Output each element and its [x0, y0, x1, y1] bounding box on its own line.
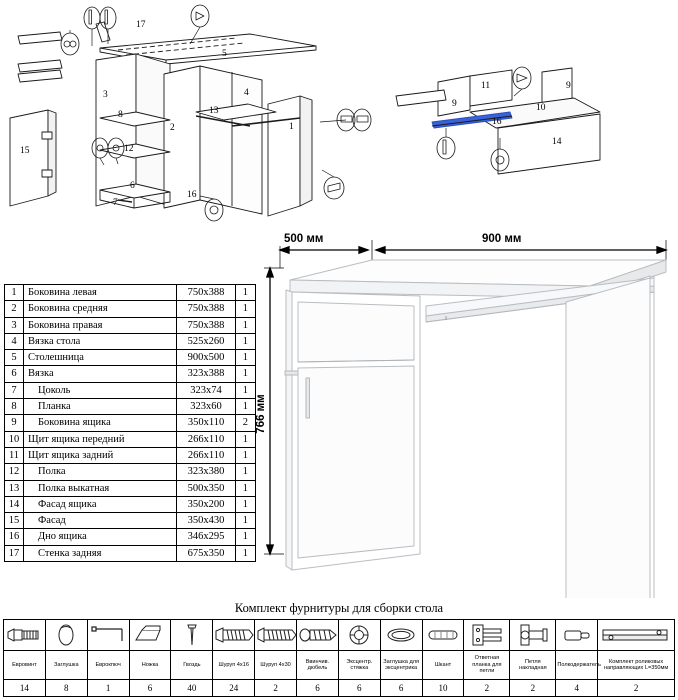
kit-label: Шуруп 4х16	[213, 651, 255, 680]
parts-cell-num: 5	[5, 350, 24, 366]
kit-label: Заглушка для эксцентрика	[380, 651, 422, 680]
parts-cell-qty: 1	[235, 431, 255, 447]
parts-cell-num: 11	[5, 447, 24, 463]
kit-icon-cell	[556, 620, 598, 651]
kit-icon-cell	[297, 620, 339, 651]
kit-count: 2	[510, 680, 556, 697]
kit-icon-cell	[213, 620, 255, 651]
svg-text:14: 14	[552, 137, 562, 147]
parts-cell-qty: 1	[235, 480, 255, 496]
kit-count: 6	[129, 680, 171, 697]
kit-label: Комплект роликовых направляющих L=350мм	[598, 651, 675, 680]
width-label: 900 мм	[482, 233, 522, 245]
parts-cell-num: 6	[5, 366, 24, 382]
desk-drawing	[250, 228, 678, 598]
kit-label: Ножка	[129, 651, 171, 680]
table-row	[5, 464, 256, 480]
parts-cell-dim: 323х388	[177, 366, 235, 382]
parts-cell-dim: 266х110	[177, 431, 235, 447]
svg-text:9: 9	[452, 99, 457, 109]
parts-cell-num: 15	[5, 513, 24, 529]
parts-cell-num: 3	[5, 317, 24, 333]
kit-count: 14	[4, 680, 46, 697]
parts-cell-dim: 750х388	[177, 285, 235, 301]
parts-cell-num: 1	[5, 285, 24, 301]
parts-cell-dim: 346х295	[177, 529, 235, 545]
parts-cell-num: 17	[5, 545, 24, 561]
hardware-kit-table	[3, 619, 675, 697]
svg-text:7: 7	[113, 198, 118, 208]
parts-cell-name: Полка выкатная	[24, 480, 177, 496]
kit-label: Полкодержатель	[556, 651, 598, 680]
parts-cell-qty: 1	[235, 513, 255, 529]
parts-cell-name: Цоколь	[24, 382, 177, 398]
euro-screw-icon	[4, 624, 45, 646]
dowel-icon	[423, 625, 464, 645]
svg-text:16: 16	[187, 190, 197, 200]
table-row	[5, 350, 256, 366]
parts-cell-qty: 1	[235, 366, 255, 382]
table-row	[5, 382, 256, 398]
parts-cell-name: Вязка стола	[24, 333, 177, 349]
parts-cell-qty: 1	[235, 496, 255, 512]
kit-label: Эксцентр. стяжка	[338, 651, 380, 680]
kit-icon-cell	[598, 620, 675, 651]
parts-cell-dim: 750х388	[177, 317, 235, 333]
parts-table	[4, 284, 256, 562]
parts-cell-name: Фасад	[24, 513, 177, 529]
eccentric-cap-icon	[381, 624, 422, 646]
kit-icon-cell	[4, 620, 46, 651]
table-row	[5, 415, 256, 431]
kit-count: 1	[87, 680, 129, 697]
kit-count: 6	[338, 680, 380, 697]
kit-count: 2	[598, 680, 675, 697]
kit-label: Евровинт	[4, 651, 46, 680]
kit-icon-cell	[510, 620, 556, 651]
kit-icon-cell	[87, 620, 129, 651]
svg-text:2: 2	[170, 123, 175, 133]
table-row	[5, 333, 256, 349]
parts-cell-qty: 1	[235, 350, 255, 366]
kit-label: Шуруп 4х30	[255, 651, 297, 680]
parts-cell-qty: 1	[235, 333, 255, 349]
kit-count: 2	[464, 680, 510, 697]
svg-text:5: 5	[222, 49, 227, 59]
parts-cell-name: Боковина ящика	[24, 415, 177, 431]
table-row	[5, 317, 256, 333]
parts-cell-name: Боковина правая	[24, 317, 177, 333]
parts-cell-dim: 323х380	[177, 464, 235, 480]
euro-key-icon	[88, 623, 129, 647]
kit-count: 6	[380, 680, 422, 697]
table-row	[5, 480, 256, 496]
parts-cell-name: Боковина левая	[24, 285, 177, 301]
kit-icon-cell	[171, 620, 213, 651]
kit-count: 40	[171, 680, 213, 697]
height-label: 766 мм	[255, 394, 267, 434]
parts-cell-qty: 1	[235, 529, 255, 545]
kit-icon-cell	[45, 620, 87, 651]
parts-cell-qty: 1	[235, 464, 255, 480]
screw-4x30-icon	[255, 624, 296, 646]
nail-icon	[171, 622, 212, 648]
kit-count: 6	[297, 680, 339, 697]
svg-text:6: 6	[130, 181, 135, 191]
parts-cell-dim: 350х110	[177, 415, 235, 431]
hardware-kit-title: Комплект фурнитуры для сборки стола	[234, 601, 444, 615]
parts-cell-qty: 1	[235, 317, 255, 333]
parts-cell-num: 8	[5, 399, 24, 415]
parts-cell-dim: 323х74	[177, 382, 235, 398]
kit-count: 8	[45, 680, 87, 697]
kit-icon-cell	[380, 620, 422, 651]
kit-label: Гвоздь	[171, 651, 213, 680]
svg-text:9: 9	[566, 81, 571, 91]
parts-table-body	[4, 284, 256, 562]
kit-label: Петля накладная	[510, 651, 556, 680]
screw-4x16-icon	[213, 624, 254, 646]
parts-cell-num: 9	[5, 415, 24, 431]
kit-label: Ответная планка для петли	[464, 651, 510, 680]
svg-text:13: 13	[209, 106, 219, 116]
parts-cell-name: Столешница	[24, 350, 177, 366]
depth-label: 500 мм	[284, 233, 324, 245]
parts-cell-dim: 323х60	[177, 399, 235, 415]
parts-cell-name: Планка	[24, 399, 177, 415]
parts-cell-dim: 266х110	[177, 447, 235, 463]
parts-cell-qty: 1	[235, 285, 255, 301]
kit-count: 10	[422, 680, 464, 697]
parts-cell-name: Полка	[24, 464, 177, 480]
parts-cell-qty: 1	[235, 399, 255, 415]
kit-label: Еврокпюч	[87, 651, 129, 680]
table-row	[5, 545, 256, 561]
cap-icon	[46, 623, 87, 647]
parts-cell-qty: 1	[235, 447, 255, 463]
parts-cell-name: Дно ящика	[24, 529, 177, 545]
parts-cell-name: Вязка	[24, 366, 177, 382]
kit-icon-cell	[422, 620, 464, 651]
parts-cell-num: 2	[5, 301, 24, 317]
parts-cell-num: 13	[5, 480, 24, 496]
table-row	[5, 399, 256, 415]
table-row	[5, 431, 256, 447]
svg-text:4: 4	[244, 88, 249, 98]
parts-cell-dim: 900х500	[177, 350, 235, 366]
parts-cell-num: 7	[5, 382, 24, 398]
table-row	[5, 496, 256, 512]
parts-cell-num: 14	[5, 496, 24, 512]
svg-text:15: 15	[20, 146, 30, 156]
parts-cell-qty: 1	[235, 545, 255, 561]
table-row	[5, 366, 256, 382]
svg-text:12: 12	[124, 144, 134, 154]
parts-cell-name: Щит ящика задний	[24, 447, 177, 463]
hinge-icon	[510, 621, 555, 649]
svg-text:11: 11	[481, 81, 491, 91]
kit-icon-cell	[464, 620, 510, 651]
parts-cell-name: Боковина средняя	[24, 301, 177, 317]
parts-cell-dim: 525х260	[177, 333, 235, 349]
table-row	[5, 301, 256, 317]
parts-cell-dim: 350х200	[177, 496, 235, 512]
parts-cell-dim: 675х350	[177, 545, 235, 561]
parts-cell-qty: 1	[235, 382, 255, 398]
kit-icon-cell	[338, 620, 380, 651]
kit-count: 2	[255, 680, 297, 697]
parts-cell-qty: 1	[235, 301, 255, 317]
svg-text:16: 16	[492, 117, 502, 127]
kit-label: Ввинчив. дюбель	[297, 651, 339, 680]
parts-cell-dim: 750х388	[177, 301, 235, 317]
parts-cell-num: 16	[5, 529, 24, 545]
table-row	[5, 447, 256, 463]
kit-label: Заглушка	[45, 651, 87, 680]
svg-text:17: 17	[136, 20, 146, 30]
hinge-plate-icon	[464, 621, 509, 649]
svg-text:1: 1	[289, 122, 294, 132]
parts-cell-dim: 500х350	[177, 480, 235, 496]
screw-in-dowel-icon	[297, 624, 338, 646]
parts-cell-dim: 350х430	[177, 513, 235, 529]
parts-cell-num: 12	[5, 464, 24, 480]
kit-count: 24	[213, 680, 255, 697]
table-row	[5, 285, 256, 301]
leg-icon	[130, 622, 171, 648]
parts-cell-qty: 2	[235, 415, 255, 431]
table-row	[5, 529, 256, 545]
svg-text:10: 10	[536, 103, 546, 113]
parts-cell-name: Фасад ящика	[24, 496, 177, 512]
parts-cell-num: 4	[5, 333, 24, 349]
table-row	[5, 513, 256, 529]
parts-cell-name: Стенка задняя	[24, 545, 177, 561]
kit-count: 4	[556, 680, 598, 697]
svg-text:3: 3	[103, 90, 108, 100]
parts-cell-num: 10	[5, 431, 24, 447]
kit-icon-cell	[129, 620, 171, 651]
shelf-holder-icon	[556, 625, 597, 645]
svg-text:8: 8	[118, 110, 123, 120]
kit-label: Шкант	[422, 651, 464, 680]
parts-cell-name: Щит ящика передний	[24, 431, 177, 447]
roller-slide-icon	[598, 624, 674, 646]
exploded-assembly-diagram	[0, 0, 678, 232]
kit-icon-cell	[255, 620, 297, 651]
eccentric-tie-icon	[339, 622, 380, 648]
